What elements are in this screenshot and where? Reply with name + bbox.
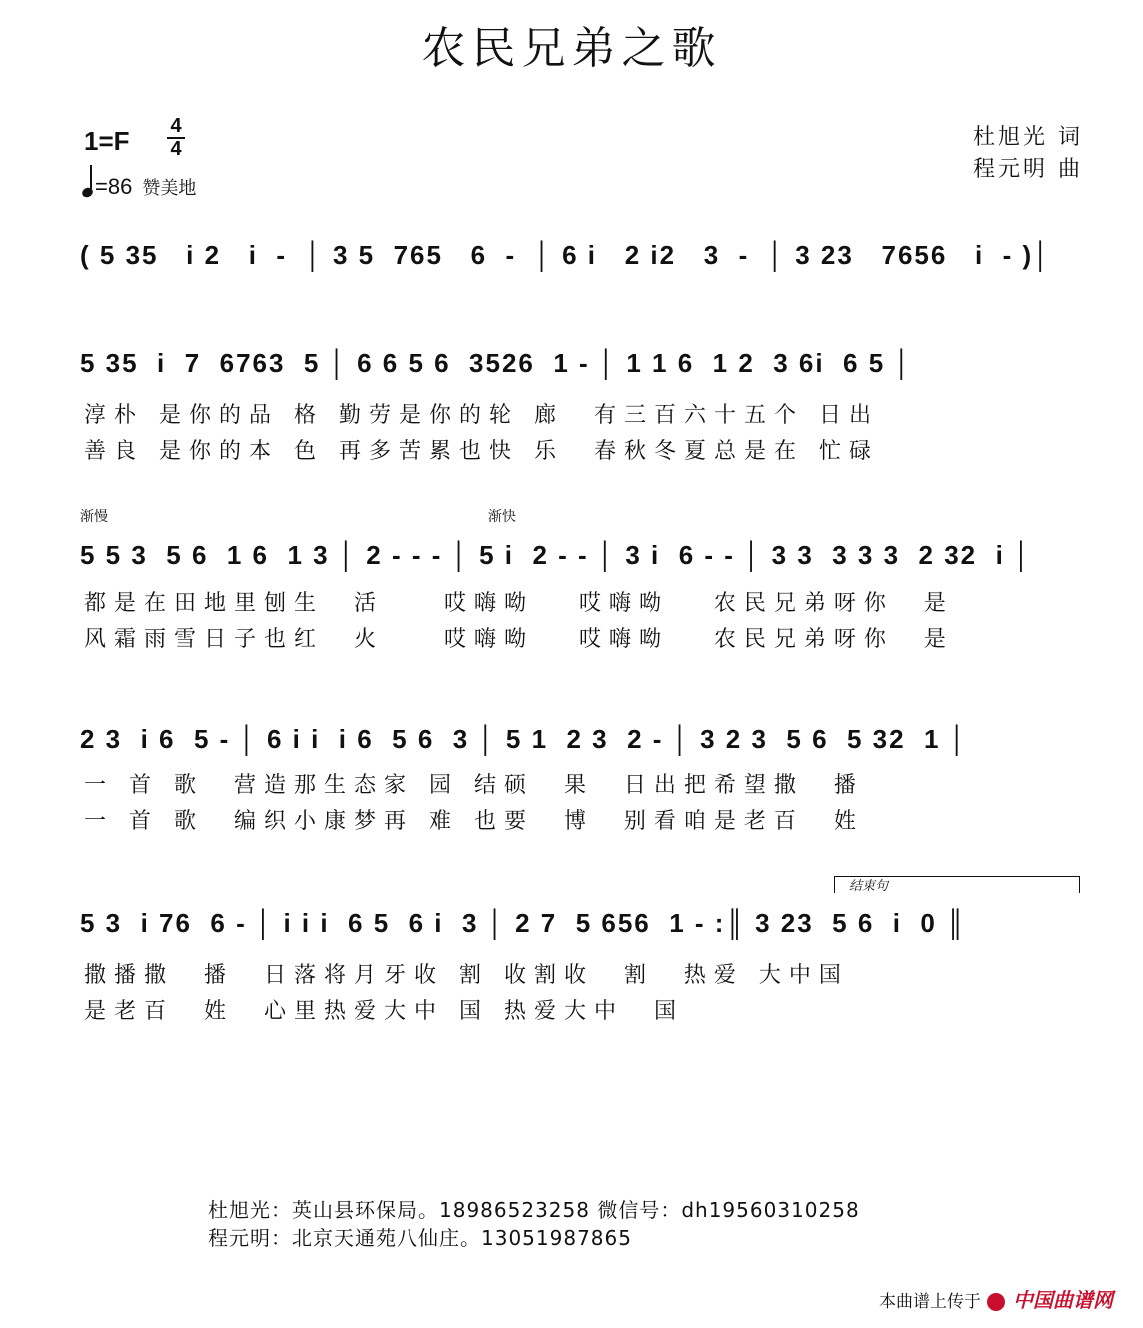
tempo-value: =86 xyxy=(95,174,133,199)
accelerando-mark: 渐快 xyxy=(488,509,516,525)
score-line-4-lyrics-verse2: 是老百 姓 心里热爱大中 国 热爱大中 国 xyxy=(84,999,684,1024)
contact-footer xyxy=(208,1196,860,1252)
site-logo-icon xyxy=(987,1293,1005,1311)
song-title: 农民兄弟之歌 xyxy=(421,23,722,74)
score-line-1-lyrics-verse2: 善良 是你的本 色 再多苦累也快 乐 春秋冬夏总是在 忙碌 xyxy=(84,439,879,464)
lyricist-credit: 杜旭光 词 xyxy=(973,125,1083,150)
score-line-2-lyrics-verse2: 风霜雨雪日子也红 火 哎嗨呦 哎嗨呦 农民兄弟呀你 是 xyxy=(84,627,954,652)
mood-marking: 赞美地 xyxy=(142,178,197,198)
time-signature-bottom: 4 xyxy=(170,138,182,160)
key-signature: 1=F xyxy=(84,126,130,156)
tempo-marking xyxy=(82,170,196,200)
score-line-2-lyrics-verse1: 都是在田地里刨生 活 哎嗨呦 哎嗨呦 农民兄弟呀你 是 xyxy=(84,591,954,616)
ritardando-mark: 渐慢 xyxy=(80,509,108,525)
score-line-3-lyrics-verse1: 一 首 歌 营造那生态家 园 结硕 果 日出把希望撒 播 xyxy=(84,773,864,798)
score-line-3-lyrics-verse2: 一 首 歌 编织小康梦再 难 也要 博 别看咱是老百 姓 xyxy=(84,809,864,834)
ending-bracket xyxy=(834,876,1080,893)
score-line-1-notes: 5 35 i 7 6763 5 │ 6 6 5 6 3526 1 - │ 1 1 6 1 2 3 6i 6 5 │ xyxy=(80,348,913,378)
contact-lyricist: 杜旭光：英山县环保局。18986523258 微信号：dh19560310258 xyxy=(208,1198,860,1222)
score-line-3-notes: 2 3 i 6 5 - │ 6 i i i 6 5 6 3 │ 5 1 2 3 2 - │ 3 2 3 5 6 5 32 1 │ xyxy=(80,724,968,754)
score-line-2-notes: 5 5 3 5 6 1 6 1 3 │ 2 - - - │ 5 i 2 - - │ 3 i 6 - - │ 3 3 3 3 3 2 32 i │ xyxy=(80,540,1033,570)
composer-credit: 程元明 曲 xyxy=(973,157,1083,182)
ending-label: 结束句 xyxy=(849,879,889,894)
contact-composer: 程元明：北京天通苑八仙庄。13051987865 xyxy=(208,1226,632,1250)
score-line-1-lyrics-verse1: 淳朴 是你的品 格 勤劳是你的轮 廊 有三百六十五个 日出 xyxy=(84,403,879,428)
score-line-4-notes: 5 3 i 76 6 - │ i i i 6 5 6 i 3 │ 2 7 5 656 1 - :║ 3 23 5 6 i 0 ║ xyxy=(80,908,967,938)
time-signature-top: 4 xyxy=(170,115,182,137)
credits xyxy=(973,122,1083,186)
site-name[interactable]: 中国曲谱网 xyxy=(1013,1288,1113,1312)
quarter-note-stem xyxy=(90,165,92,189)
quarter-note-icon xyxy=(81,186,95,199)
time-signature xyxy=(166,116,186,160)
score-line-intro-notes: ( 5 35 i 2 i - │ 3 5 765 6 - │ 6 i 2 i2 3 - │ 3 23 7656 i - )│ xyxy=(80,240,1052,270)
upload-text: 本曲谱上传于 xyxy=(879,1292,981,1312)
score-line-4-lyrics-verse1: 撒播撒 播 日落将月牙收 割 收割收 割 热爱 大中国 xyxy=(84,963,849,988)
upload-credit xyxy=(879,1284,1113,1313)
